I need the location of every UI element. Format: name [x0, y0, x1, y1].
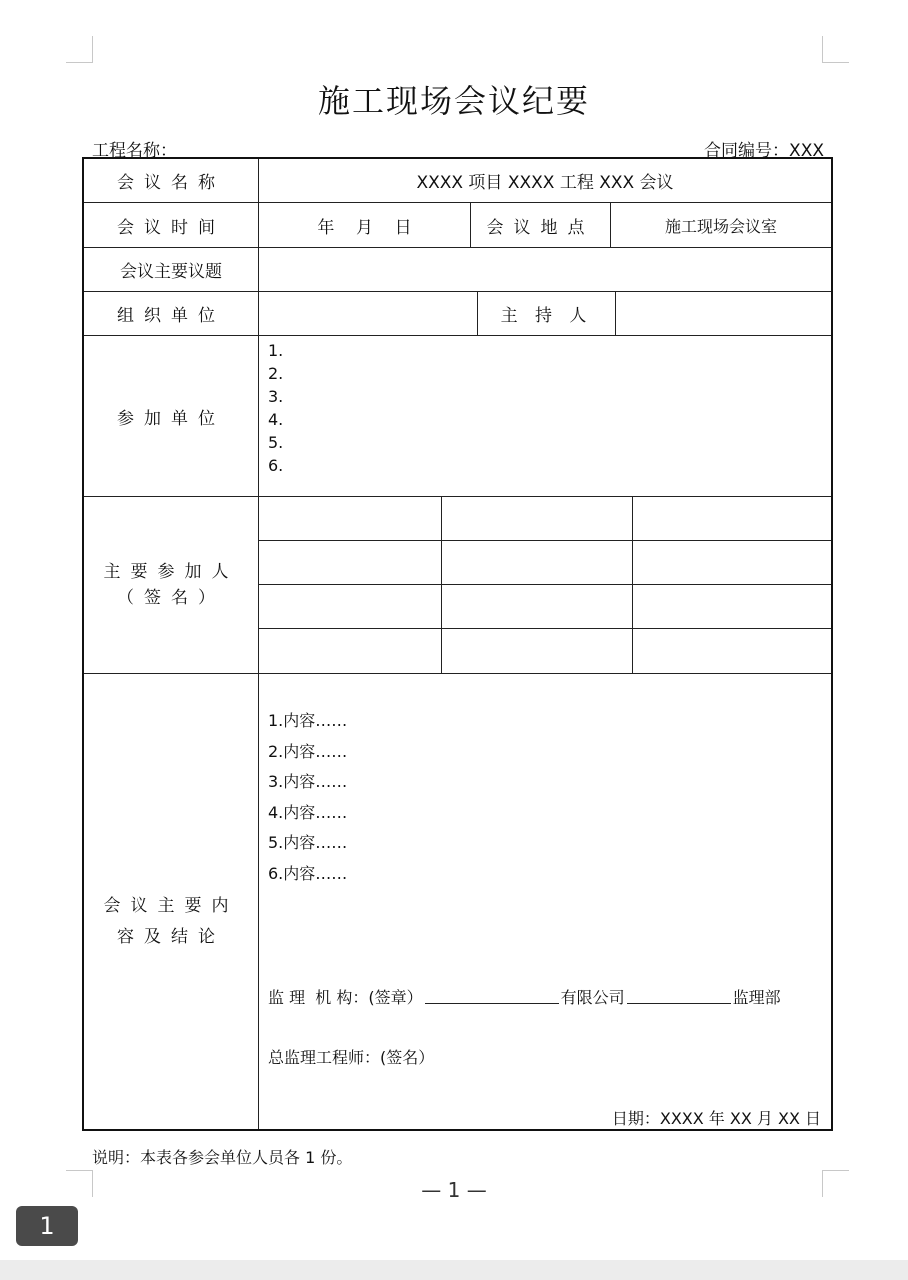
signature-cell[interactable] [633, 541, 831, 584]
page-title: 施工现场会议纪要 [317, 82, 590, 120]
participant-units-list[interactable] [268, 339, 283, 477]
signature-cell[interactable] [633, 629, 831, 673]
list-item: 5.内容…… [268, 833, 348, 852]
contract-number: 合同编号：XXX [704, 141, 824, 161]
participants-label: 参加单位 [117, 408, 225, 429]
list-item: 3.内容…… [268, 772, 348, 791]
signature-cell[interactable] [259, 541, 441, 584]
supervisor-org-line [268, 985, 781, 1008]
chief-engineer-label: 总监理工程师：(签名） [268, 1048, 435, 1067]
list-item: 1. [268, 341, 284, 360]
crop-mark-top-left [66, 36, 93, 63]
content-items-list[interactable] [268, 706, 347, 889]
list-item: 1.内容…… [268, 711, 348, 730]
list-item: 6.内容…… [268, 863, 348, 883]
list-item: 4. [268, 410, 284, 429]
signature-label [84, 497, 258, 673]
list-item: 5. [268, 433, 284, 452]
footnote: 说明：本表各参会单位人员各 1 份。 [92, 1148, 353, 1167]
meeting-location-field[interactable]: 施工现场会议室 [664, 216, 777, 236]
content-label [84, 674, 258, 1129]
signature-cell[interactable] [259, 585, 441, 628]
signature-cell[interactable] [442, 629, 632, 673]
organizer-label: 组织单位 [117, 306, 225, 326]
meeting-location-label: 会议地点 [486, 217, 595, 238]
host-label: 主 持 人 [500, 306, 593, 326]
signature-cell[interactable] [259, 629, 441, 673]
signature-cell[interactable] [259, 497, 441, 540]
meeting-name-field[interactable]: XXXX 项目 XXXX 工程 XXX 会议 [416, 173, 674, 193]
signature-cell[interactable] [442, 585, 632, 628]
crop-mark-top-right [822, 36, 849, 63]
meeting-minutes-form [82, 157, 833, 1131]
signature-cell[interactable] [442, 541, 632, 584]
signature-label-line2: （签名） [117, 588, 225, 608]
project-name-label: 工程名称： [92, 141, 177, 161]
main-topic-label: 会议主要议题 [120, 262, 222, 282]
company-suffix: 有限公司 [560, 988, 625, 1007]
page-number: — 1 — [421, 1178, 487, 1202]
meeting-name-label: 会议名称 [117, 173, 225, 193]
meeting-time-field[interactable]: 年 月 日 [317, 217, 412, 238]
date-line: 日期：XXXX 年 XX 月 XX 日 [611, 1109, 821, 1128]
list-item: 2. [268, 364, 284, 383]
organizer-field[interactable] [259, 292, 477, 335]
dept-suffix: 监理部 [732, 988, 781, 1007]
signature-label-line1: 主要参加人 [103, 562, 239, 582]
content-label-line2: 容及结论 [117, 926, 225, 947]
list-item: 3. [268, 387, 284, 406]
meeting-time-label: 会议时间 [117, 217, 225, 238]
list-item: 2.内容…… [268, 741, 348, 761]
host-field[interactable] [616, 292, 831, 335]
list-item: 6. [268, 456, 284, 475]
company-name-blank[interactable] [425, 1002, 559, 1004]
signature-cell[interactable] [442, 497, 632, 540]
list-item: 4.内容…… [268, 802, 348, 822]
page-indicator-badge[interactable]: 1 [16, 1206, 78, 1246]
main-topic-field[interactable] [259, 248, 831, 291]
content-label-line1: 会议主要内 [103, 895, 239, 916]
dept-name-blank[interactable] [627, 1002, 731, 1004]
supervisor-org-label: 监 理 机 构：(签章） [268, 988, 423, 1007]
signature-cell[interactable] [633, 585, 831, 628]
signature-cell[interactable] [633, 497, 831, 540]
